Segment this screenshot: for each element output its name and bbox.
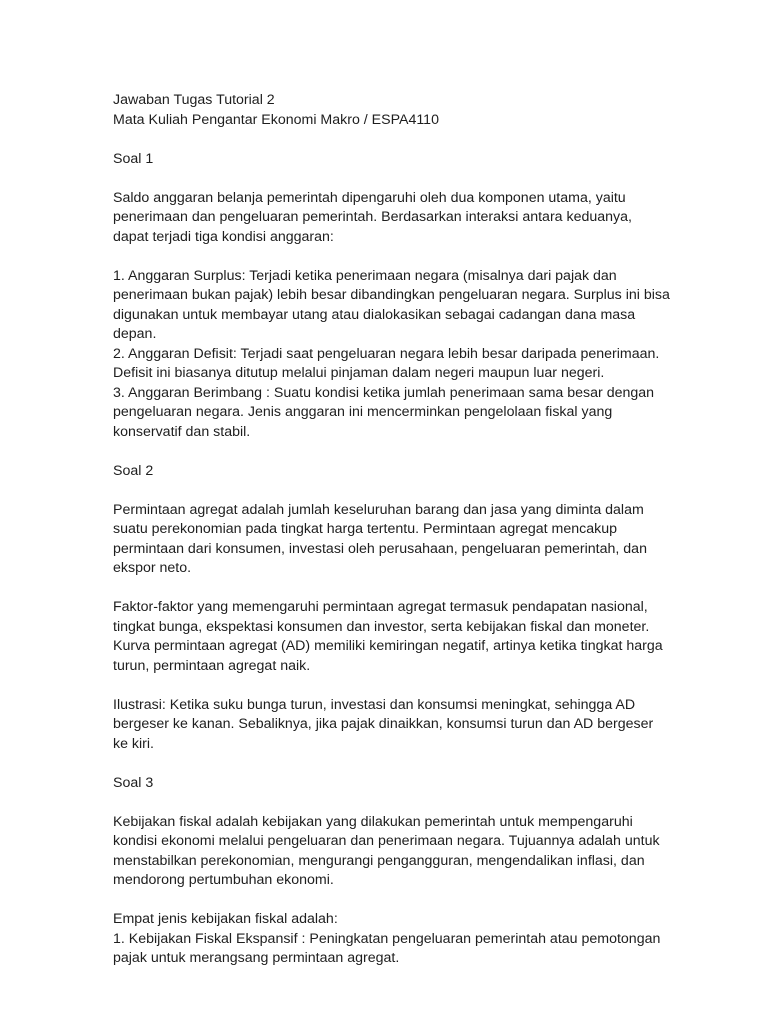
soal1-item-line: Defisit ini biasanya ditutup melalui pinjaman dalam negeri maupun luar negeri.: [113, 365, 605, 381]
soal2-para2-line: tingkat bunga, ekspektasi konsumen dan investor, serta kebijakan fiskal dan moneter.: [113, 618, 650, 635]
soal1-item-line: digunakan untuk membayar utang atau dialokasikan sebagai cadangan dana masa: [113, 306, 636, 323]
soal1-item-line: konservatif dan stabil.: [113, 423, 251, 440]
soal1-intro-line: dapat terjadi tiga kondisi anggaran:: [113, 228, 334, 245]
soal2-para2-line: turun, permintaan agregat naik.: [113, 657, 311, 674]
soal1-item-line: penerimaan bukan pajak) lebih besar dibandingkan pengeluaran negara. Surplus ini bisa: [113, 287, 670, 303]
soal2-para2-line: Kurva permintaan agregat (AD) memiliki kemiringan negatif, artinya ketika tingkat harga: [113, 638, 663, 654]
soal2-heading: Soal 2: [113, 462, 154, 479]
soal1-item-line: 1. Anggaran Surplus: Terjadi ketika penerimaan negara (misalnya dari pajak dan: [113, 267, 617, 284]
soal3-para1-line: menstabilkan perekonomian, mengurangi pengangguran, mengendalikan inflasi, dan: [113, 852, 645, 869]
soal3-para1-line: mendorong pertumbuhan ekonomi.: [113, 872, 334, 888]
soal1-item-line: 3. Anggaran Berimbang : Suatu kondisi ketika jumlah penerimaan sama besar dengan: [113, 384, 655, 401]
soal3-para2-line: Empat jenis kebijakan fiskal adalah:: [113, 911, 338, 927]
soal2-para1-line: ekspor neto.: [113, 560, 192, 576]
soal2-para3-line: ke kiri.: [113, 735, 154, 752]
soal2-para3-line: Ilustrasi: Ketika suku bunga turun, investasi dan konsumsi meningkat, sehingga AD: [113, 696, 636, 713]
document-title: Jawaban Tugas Tutorial 2: [113, 92, 275, 108]
soal3-para2-line: pajak untuk merangsang permintaan agregat.: [113, 950, 400, 966]
soal3-heading: Soal 3: [113, 774, 154, 791]
soal1-item-line: 2. Anggaran Defisit: Terjadi saat pengeluaran negara lebih besar daripada penerimaan.: [113, 345, 660, 362]
document-body: [113, 91, 673, 969]
soal1-intro-line: Saldo anggaran belanja pemerintah dipengaruhi oleh dua komponen utama, yaitu: [113, 189, 626, 206]
soal2-para1-line: suatu perekonomian pada tingkat harga tertentu. Permintaan agregat mencakup: [113, 521, 617, 537]
soal2-para2-line: Faktor-faktor yang memengaruhi permintaan agregat termasuk pendapatan nasional,: [113, 599, 648, 615]
soal1-item-line: depan.: [113, 326, 157, 342]
soal2-para1-line: permintaan dari konsumen, investasi oleh perusahaan, pengeluaran pemerintah, dan: [113, 540, 647, 557]
soal3-para2-line: 1. Kebijakan Fiskal Ekspansif : Peningkatan pengeluaran pemerintah atau pemotongan: [113, 930, 661, 947]
soal3-para1-line: Kebijakan fiskal adalah kebijakan yang dilakukan pemerintah untuk mempengaruhi: [113, 813, 633, 830]
document-subtitle: Mata Kuliah Pengantar Ekonomi Makro / ESPA4110: [113, 111, 439, 128]
soal2-para1-line: Permintaan agregat adalah jumlah keseluruhan barang dan jasa yang diminta dalam: [113, 501, 644, 518]
soal1-heading: Soal 1: [113, 150, 154, 167]
soal2-para3-line: bergeser ke kanan. Sebaliknya, jika pajak dinaikkan, konsumsi turun dan AD bergeser: [113, 716, 654, 732]
soal1-intro-line: penerimaan dan pengeluaran pemerintah. Berdasarkan interaksi antara keduanya,: [113, 209, 632, 225]
soal3-para1-line: kondisi ekonomi melalui pengeluaran dan penerimaan negara. Tujuannya adalah untuk: [113, 833, 660, 849]
soal1-item-line: pengeluaran negara. Jenis anggaran ini mencerminkan pengelolaan fiskal yang: [113, 404, 613, 420]
